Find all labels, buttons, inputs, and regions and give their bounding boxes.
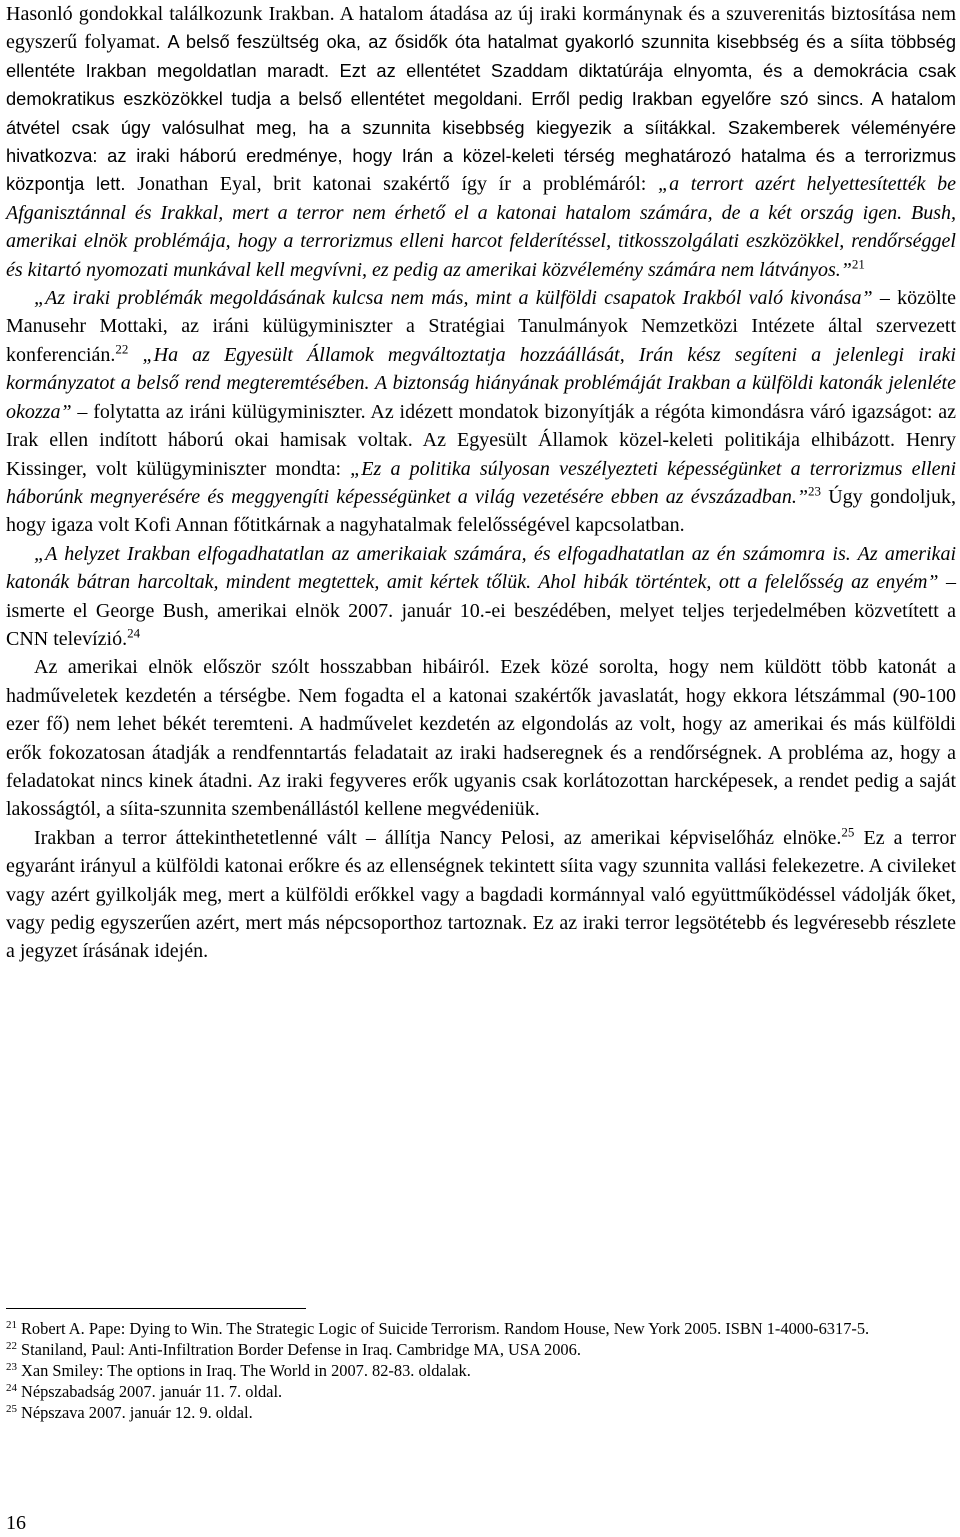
- document-page: [6, 0, 956, 1537]
- footnote-text: Robert A. Pape: Dying to Win. The Strategic Logic of Suicide Terrorism. Random House, New York 2005. ISBN 1-4000-6317-5.: [21, 1319, 870, 1338]
- footnote-text: Staniland, Paul: Anti-Infiltration Border Defense in Iraq. Cambridge MA, USA 2006.: [21, 1340, 581, 1359]
- paragraph-2: [6, 284, 956, 540]
- italic-quote: „Ha az Egyesült Államok megváltoztatja hozzáállását, Irán kész segíteni a jelenlegi iraki kormányzatot a belső rend megteremtésében. A biztonság hiányának problémáját Irakban a külföldi katonák jelenléte okozza”: [6, 343, 956, 423]
- footnote-number: 22: [6, 1339, 17, 1352]
- footnote-number: 24: [6, 1381, 17, 1394]
- text-run: Úgy gondoljuk, hogy igaza volt Kofi Annan főtitkárnak a nagyhatalmak felelősségével kapcsolatban.: [6, 485, 956, 537]
- text-run: – folytatta az iráni külügyminiszter. Az idézett mondatok bizonyítják a régóta kimondásra váró igazságot: az Irak ellen indított háború okai hamisak voltak. Az Egyesült Államok közel-keleti politikája elhibázott. Henry Kissinger, volt külügyminiszter mondta:: [6, 400, 956, 480]
- text-run: – közölte Manusehr Mottaki, az iráni külügyminiszter a Stratégiai Tanulmányok Nemzetközi Intézete által szervezett konferencián.: [6, 287, 956, 366]
- paragraph-3: [6, 540, 956, 654]
- footnote-reference: 25: [841, 824, 855, 840]
- text-run: – ismerte el George Bush, amerikai elnök 2007. január 10.-ei beszédében, melyet teljes terjedelmében közvetített a CNN televízió.: [6, 571, 957, 650]
- footnote-reference: 24: [127, 625, 141, 641]
- text-run: A belső feszültség oka, az ősidők óta hatalmat gyakorló szunnita kisebbség és a síita többség ellentéte Irakban megoldatlan maradt. Ezt az ellentétet Szaddam diktatúrája elnyomta, és a demokrácia csak demokratikus eszközökkel tudja a belső ellentétet megoldani. Erről pedig Irakban egyelőre szó sincs. A hatalom átvétel csak úgy valósulhat meg, ha a szunnita kisebbség kiegyezik a síitákkal. Szakemberek véleményére hivatkozva: az iraki háború eredménye, hogy Irán a közel-keleti térség meghatározó hatalma és a terrorizmus központja lett.: [6, 31, 956, 195]
- paragraph-5: [6, 824, 956, 966]
- footnote-23: [6, 1360, 956, 1381]
- page-number: 16: [6, 1512, 26, 1534]
- footnote-24: [6, 1381, 956, 1402]
- italic-quote: „a terrort azért helyettesítették be Afganisztánnal és Irakkal, mert a terror nem érhető el a katonai hatalom számára, de a két ország igen.: [6, 173, 957, 224]
- paragraph-4: [6, 653, 956, 823]
- text-run: Jonathan Eyal, brit katonai szakértő így ír a problémáról:: [137, 173, 658, 196]
- footnote-reference: 23: [808, 483, 822, 499]
- footnote-text: Népszava 2007. január 12. 9. oldal.: [21, 1403, 253, 1422]
- footnote-21: [6, 1318, 956, 1339]
- footnote-number: 23: [6, 1360, 17, 1373]
- footnote-reference: 22: [115, 341, 129, 357]
- footnote-25: [6, 1402, 956, 1423]
- footnote-divider: [6, 1308, 306, 1309]
- footnote-22: [6, 1339, 956, 1360]
- text-run: Hasonló gondokkal találkozunk Irakban. A hatalom átadása az új iraki kormánynak és a szuverenitás biztosítása nem egyszerű folyamat.: [6, 3, 956, 54]
- footnote-number: 21: [6, 1318, 17, 1331]
- footnote-text: Népszabadság 2007. január 11. 7. oldal.: [21, 1382, 283, 1401]
- body-text: [6, 0, 956, 966]
- text-run: Az amerikai elnök először szólt hosszabban hibáiról. Ezek közé sorolta, hogy nem küldött több katonát a hadműveletek kezdetén a térségbe. Nem fogadta el a katonai szakértők javaslatát, hogy ekkora létszámmal (90-100 ezer fő) nem lehet békét teremteni. A hadművelet kezdetén az elgondolás az volt, hogy az amerikai és más külföldi erők fokozatosan átadják a rendfenntartás feladatait az iraki hadseregnek és a rendőrségnek. A probléma az, hogy a feladatokat nincs kinek átadni. Az iraki fegyveres erők ugyanis csak korlátozottan harcképesek, a rendet pedig a saját lakosságtól, a síita-szunnita szembenállástól kellene megvédeniük.: [6, 656, 956, 821]
- text-run: Ez a terror egyaránt irányul a külföldi katonai erőkre és az ellenségnek tekintett síita vagy szunnita vallási felekezetre. A civileket vagy azért gyilkolják meg, mert a külföldi erőkkel vagy a bagdadi kormánnyal való együttműködéssel vádolják őket, vagy pedig egyszerűen azért, mert más népcsoporthoz tartoznak. Ez az iraki terror legsötétebb és legvéresebb részlete a jegyzet írásának idején.: [6, 826, 956, 963]
- footnote-reference: 21: [851, 256, 865, 271]
- italic-quote: „Ez a politika súlyosan veszélyezteti képességünket a terrorizmus elleni háborúnk megnyerésére és meggyengíti képességünket a világ vezetésére ebben az évszázadban.”: [6, 457, 956, 508]
- italic-quote: Bush, amerikai elnök problémája, hogy a terrorizmus elleni harcot felderítéssel, titkosszolgálati eszközökkel, rendőrséggel és kitartó nyomozati munkával kell megvívni, ez pedig az amerikai közvélemény számára nem látványos.”: [6, 201, 956, 281]
- paragraph-1: [6, 0, 956, 284]
- footnote-text: Xan Smiley: The options in Iraq. The World in 2007. 82-83. oldalak.: [21, 1361, 471, 1380]
- footnotes: [6, 1318, 956, 1423]
- text-run: Irakban a terror áttekinthetetlenné vált – állítja Nancy Pelosi, az amerikai képviselőház elnöke.: [34, 826, 842, 849]
- footnote-number: 25: [6, 1402, 17, 1415]
- italic-quote: „A helyzet Irakban elfogadhatatlan az amerikaiak számára, és elfogadhatatlan az én számomra is. Az amerikai katonák bátran harcoltak, mindent megtettek, amit kértek tőlük. Ahol hibák történtek, ott a felelősség az enyém”: [6, 542, 956, 594]
- italic-quote: „Az iraki problémák megoldásának kulcsa nem más, mint a külföldi csapatok Irakból való kivonása”: [34, 287, 873, 310]
